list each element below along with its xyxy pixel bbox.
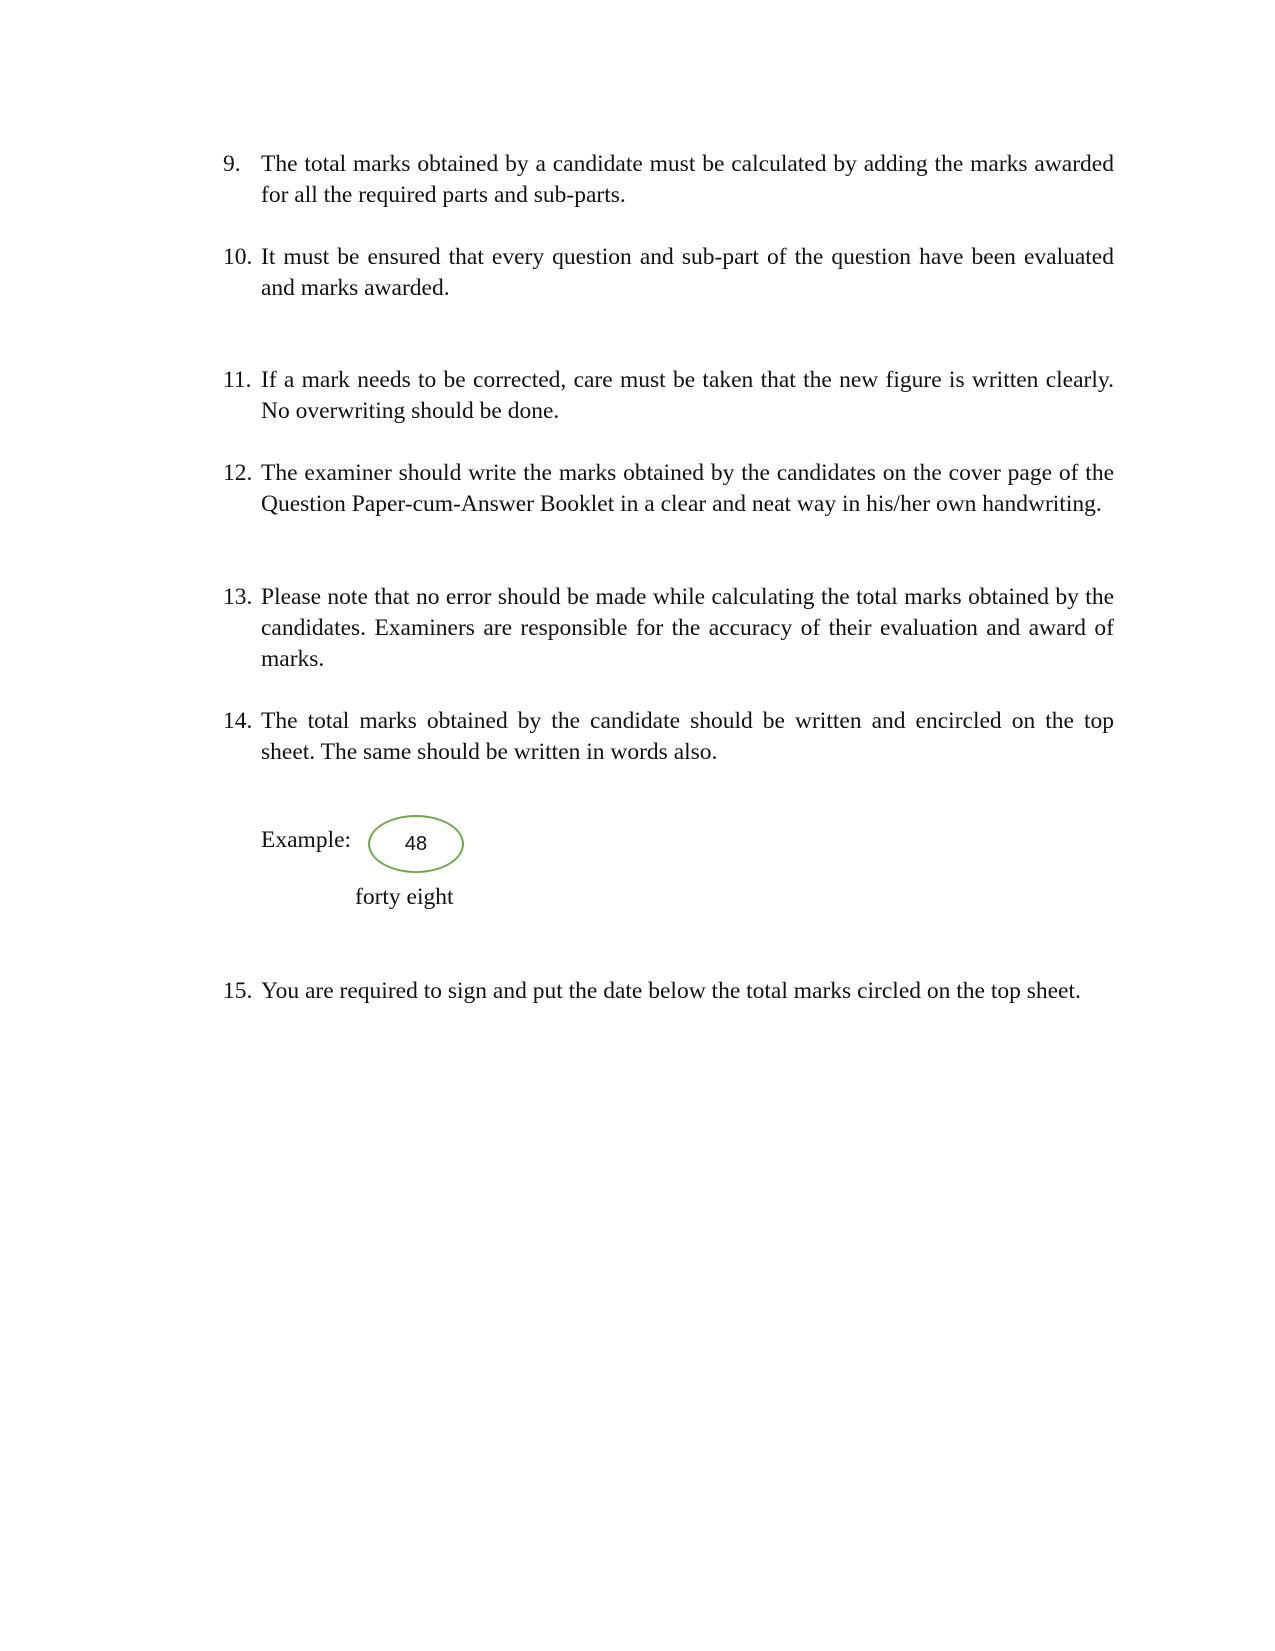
instruction-item-15 bbox=[223, 976, 1114, 1007]
instruction-item-11 bbox=[223, 365, 1114, 427]
instruction-number: 12. bbox=[223, 460, 253, 486]
encircled-marks bbox=[368, 815, 464, 873]
instruction-number: 10. bbox=[223, 244, 253, 270]
instruction-number: 15. bbox=[223, 978, 253, 1004]
marks-in-words: forty eight bbox=[355, 884, 454, 910]
instruction-text: The total marks obtained by a candidate must be calculated by adding the marks awarded for all the required parts and sub-parts. bbox=[261, 151, 1114, 208]
instruction-item-9 bbox=[223, 149, 1114, 211]
instruction-item-10 bbox=[223, 242, 1114, 304]
marks-value: 48 bbox=[404, 832, 428, 855]
instruction-text: The examiner should write the marks obtained by the candidates on the cover page of the Question Paper-cum-Answer Booklet in a clear and neat way in his/her own handwriting. bbox=[261, 460, 1114, 517]
instruction-text: The total marks obtained by the candidate should be written and encircled on the top sheet. The same should be written in words also. bbox=[261, 708, 1114, 765]
instruction-text: If a mark needs to be corrected, care must be taken that the new figure is written clearly. No overwriting should be done. bbox=[261, 367, 1114, 424]
instruction-number: 13. bbox=[223, 584, 253, 610]
instruction-number: 9. bbox=[223, 151, 241, 177]
instruction-text: You are required to sign and put the date below the total marks circled on the top sheet. bbox=[261, 978, 1081, 1004]
instruction-item-14 bbox=[223, 706, 1114, 768]
instruction-number: 11. bbox=[223, 367, 252, 393]
instruction-item-13 bbox=[223, 582, 1114, 675]
instruction-text: It must be ensured that every question and sub-part of the question have been evaluated and marks awarded. bbox=[261, 244, 1114, 301]
instruction-number: 14. bbox=[223, 708, 253, 734]
example-label: Example: bbox=[261, 827, 352, 853]
instruction-item-12 bbox=[223, 458, 1114, 520]
instruction-text: Please note that no error should be made while calculating the total marks obtained by the candidates. Examiners are responsible for the accuracy of their evaluation and award of marks. bbox=[261, 584, 1114, 672]
